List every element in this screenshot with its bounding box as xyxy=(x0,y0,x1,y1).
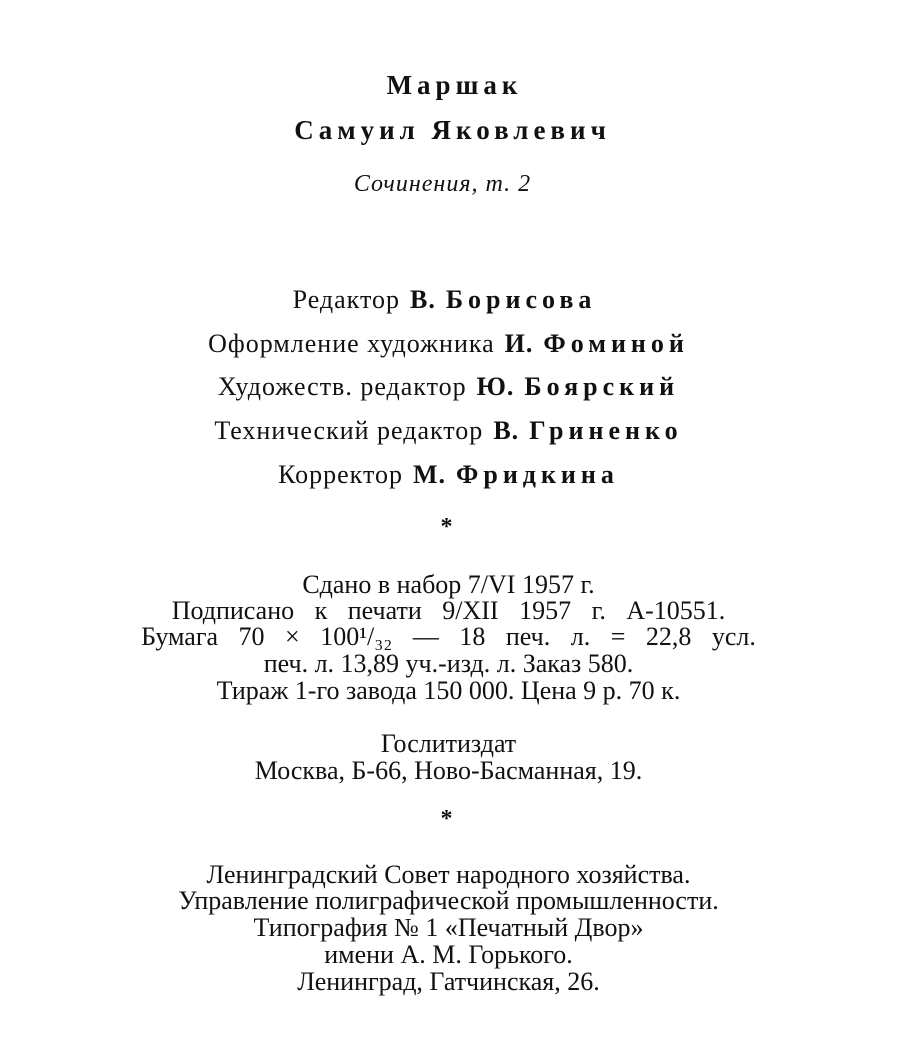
work-title: Сочинения, т. 2 xyxy=(353,171,532,197)
imprint-line: Сдано в набор 7/VI 1957 г. xyxy=(302,570,595,599)
credit-role: Технический редактор xyxy=(214,416,484,445)
printer-line: Типография № 1 «Печатный Двор» xyxy=(253,913,644,942)
publisher-name: Гослитиздат xyxy=(380,729,517,758)
printer-line: Управление полиграфической промышленности. xyxy=(178,886,719,915)
credit-editor xyxy=(0,287,893,313)
credit-initials: Ю. xyxy=(476,372,515,401)
author-name: Самуил Яковлевич xyxy=(294,115,611,145)
credit-designer xyxy=(0,331,897,357)
imprint-line: Бумага 70 × 100¹/₃₂ — 18 печ. л. = 22,8 усл. xyxy=(141,622,756,651)
section-separator: * xyxy=(440,514,453,540)
credit-initials: В. xyxy=(493,416,520,445)
credit-role: Оформление художника xyxy=(208,329,495,358)
credit-role: Редактор xyxy=(292,285,400,314)
credit-initials: В. xyxy=(409,285,436,314)
publisher-address: Москва, Б-66, Ново-Басманная, 19. xyxy=(254,756,643,785)
credit-name: Гриненко xyxy=(529,416,683,445)
printer-line: Ленинградский Совет народного хозяйства. xyxy=(206,860,691,889)
author-surname: Маршак xyxy=(386,70,523,100)
credit-initials: М. xyxy=(412,460,447,489)
imprint-line: печ. л. 13,89 уч.-изд. л. Заказ 580. xyxy=(263,649,634,678)
credit-technical-editor xyxy=(0,418,897,444)
credit-name: Фоминой xyxy=(543,329,689,358)
credit-initials: И. xyxy=(504,329,534,358)
printer-line: имени А. М. Горького. xyxy=(324,940,573,969)
credit-name: Боярский xyxy=(524,372,680,401)
credit-role: Корректор xyxy=(278,460,403,489)
imprint-line: Тираж 1-го завода 150 000. Цена 9 р. 70 к. xyxy=(216,676,681,705)
printer-line: Ленинград, Гатчинская, 26. xyxy=(297,967,600,996)
credit-role: Художеств. редактор xyxy=(217,372,467,401)
credit-name: Борисова xyxy=(445,285,597,314)
credit-proofreader xyxy=(0,462,897,488)
credit-name: Фридкина xyxy=(456,460,619,489)
section-separator: * xyxy=(440,806,453,832)
imprint-line: Подписано к печати 9/XII 1957 г. А-10551. xyxy=(171,596,726,625)
credit-art-editor xyxy=(0,374,897,400)
